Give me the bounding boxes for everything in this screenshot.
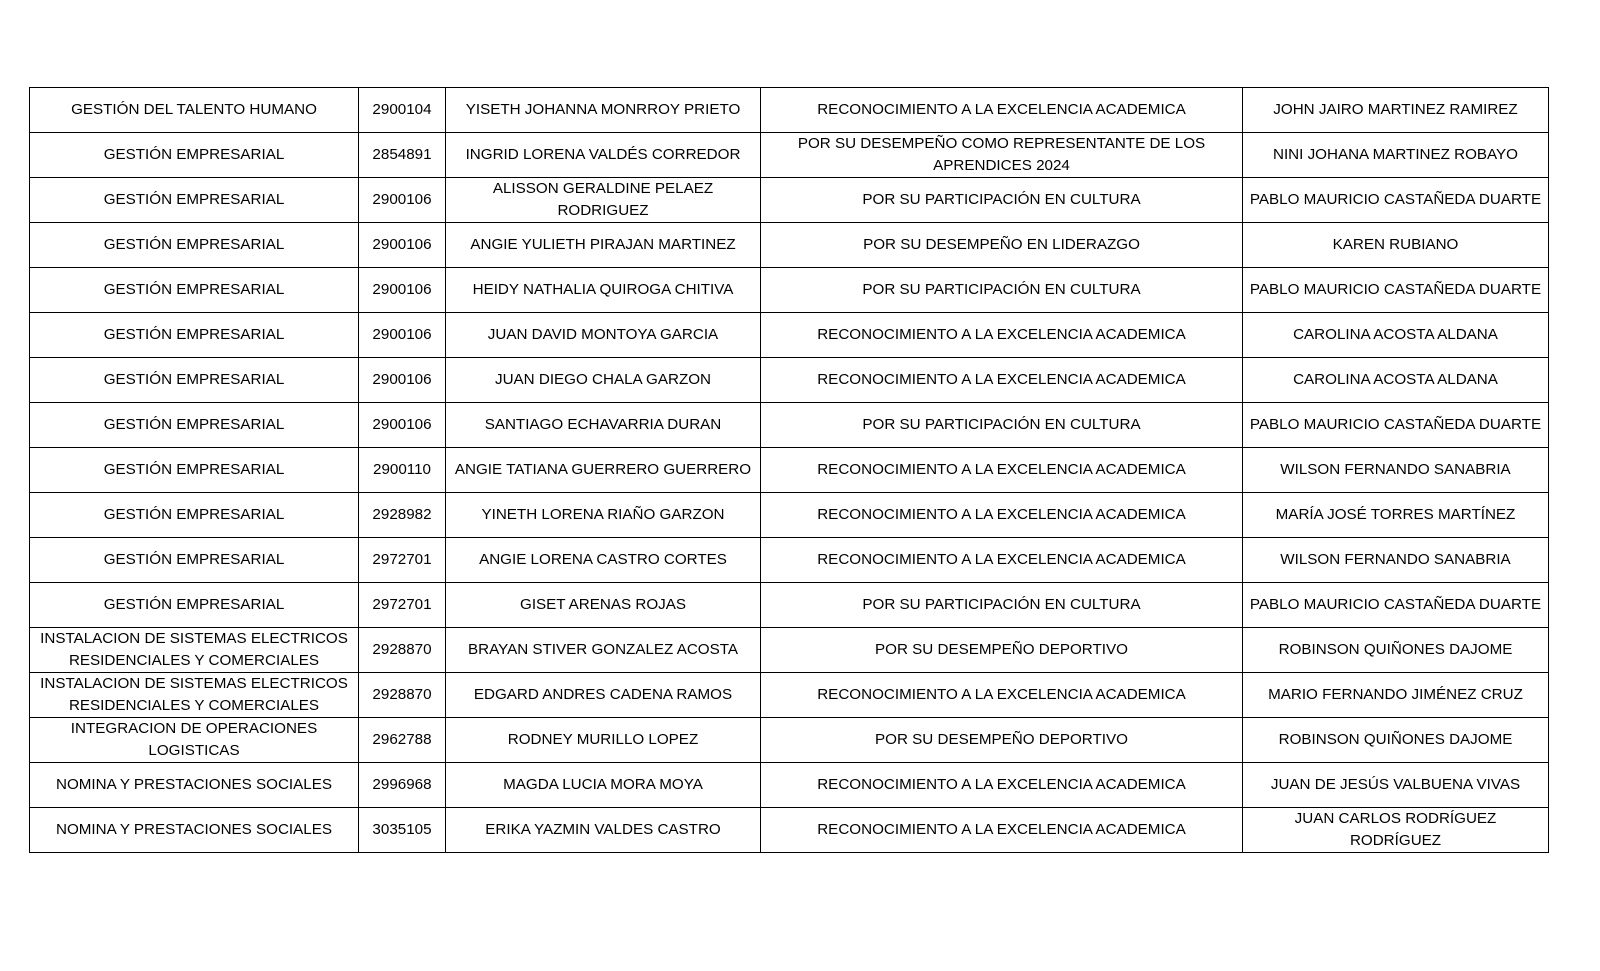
program-cell: GESTIÓN EMPRESARIAL (30, 268, 359, 313)
nominator-cell: JOHN JAIRO MARTINEZ RAMIREZ (1243, 88, 1549, 133)
table-row (30, 628, 1549, 673)
apprentice-name-cell: RODNEY MURILLO LOPEZ (446, 718, 761, 763)
recognition-cell: RECONOCIMIENTO A LA EXCELENCIA ACADEMICA (761, 538, 1243, 583)
nominator-cell: ROBINSON QUIÑONES DAJOME (1243, 718, 1549, 763)
table-row (30, 493, 1549, 538)
nominator-cell: PABLO MAURICIO CASTAÑEDA DUARTE (1243, 403, 1549, 448)
nominator-cell: PABLO MAURICIO CASTAÑEDA DUARTE (1243, 583, 1549, 628)
recognition-cell: RECONOCIMIENTO A LA EXCELENCIA ACADEMICA (761, 493, 1243, 538)
table-body (30, 88, 1549, 853)
nominator-cell: CAROLINA ACOSTA ALDANA (1243, 313, 1549, 358)
nominator-cell: PABLO MAURICIO CASTAÑEDA DUARTE (1243, 268, 1549, 313)
nominator-cell: PABLO MAURICIO CASTAÑEDA DUARTE (1243, 178, 1549, 223)
recognition-cell: RECONOCIMIENTO A LA EXCELENCIA ACADEMICA (761, 313, 1243, 358)
nominator-cell: JUAN CARLOS RODRÍGUEZ RODRÍGUEZ (1243, 808, 1549, 853)
apprentice-name-cell: SANTIAGO ECHAVARRIA DURAN (446, 403, 761, 448)
ficha-cell: 2900106 (359, 268, 446, 313)
apprentice-name-cell: BRAYAN STIVER GONZALEZ ACOSTA (446, 628, 761, 673)
apprentice-name-cell: YISETH JOHANNA MONRROY PRIETO (446, 88, 761, 133)
nominator-cell: JUAN DE JESÚS VALBUENA VIVAS (1243, 763, 1549, 808)
apprentice-name-cell: ALISSON GERALDINE PELAEZ RODRIGUEZ (446, 178, 761, 223)
ficha-cell: 2900106 (359, 223, 446, 268)
recognition-cell: RECONOCIMIENTO A LA EXCELENCIA ACADEMICA (761, 808, 1243, 853)
recognition-cell: RECONOCIMIENTO A LA EXCELENCIA ACADEMICA (761, 88, 1243, 133)
nominator-cell: MARÍA JOSÉ TORRES MARTÍNEZ (1243, 493, 1549, 538)
apprentice-name-cell: ANGIE YULIETH PIRAJAN MARTINEZ (446, 223, 761, 268)
ficha-cell: 2962788 (359, 718, 446, 763)
recognition-cell: POR SU PARTICIPACIÓN EN CULTURA (761, 178, 1243, 223)
nominator-cell: WILSON FERNANDO SANABRIA (1243, 538, 1549, 583)
ficha-cell: 2972701 (359, 583, 446, 628)
table-row (30, 268, 1549, 313)
program-cell: INTEGRACION DE OPERACIONES LOGISTICAS (30, 718, 359, 763)
program-cell: GESTIÓN EMPRESARIAL (30, 133, 359, 178)
table-row (30, 448, 1549, 493)
apprentice-name-cell: MAGDA LUCIA MORA MOYA (446, 763, 761, 808)
nominator-cell: WILSON FERNANDO SANABRIA (1243, 448, 1549, 493)
apprentice-name-cell: ANGIE TATIANA GUERRERO GUERRERO (446, 448, 761, 493)
table-row (30, 583, 1549, 628)
program-cell: NOMINA Y PRESTACIONES SOCIALES (30, 763, 359, 808)
apprentice-name-cell: YINETH LORENA RIAÑO GARZON (446, 493, 761, 538)
recognition-cell: RECONOCIMIENTO A LA EXCELENCIA ACADEMICA (761, 763, 1243, 808)
nominator-cell: CAROLINA ACOSTA ALDANA (1243, 358, 1549, 403)
program-cell: NOMINA Y PRESTACIONES SOCIALES (30, 808, 359, 853)
table-row (30, 313, 1549, 358)
program-cell: GESTIÓN DEL TALENTO HUMANO (30, 88, 359, 133)
program-cell: GESTIÓN EMPRESARIAL (30, 313, 359, 358)
apprentice-name-cell: ERIKA YAZMIN VALDES CASTRO (446, 808, 761, 853)
apprentice-name-cell: EDGARD ANDRES CADENA RAMOS (446, 673, 761, 718)
table-row (30, 358, 1549, 403)
ficha-cell: 2900110 (359, 448, 446, 493)
nominator-cell: KAREN RUBIANO (1243, 223, 1549, 268)
program-cell: GESTIÓN EMPRESARIAL (30, 178, 359, 223)
ficha-cell: 2972701 (359, 538, 446, 583)
table-row (30, 673, 1549, 718)
ficha-cell: 2928982 (359, 493, 446, 538)
table-row (30, 808, 1549, 853)
program-cell: GESTIÓN EMPRESARIAL (30, 583, 359, 628)
nominator-cell: NINI JOHANA MARTINEZ ROBAYO (1243, 133, 1549, 178)
apprentice-name-cell: ANGIE LORENA CASTRO CORTES (446, 538, 761, 583)
apprentice-name-cell: HEIDY NATHALIA QUIROGA CHITIVA (446, 268, 761, 313)
ficha-cell: 2900106 (359, 313, 446, 358)
program-cell: GESTIÓN EMPRESARIAL (30, 538, 359, 583)
recognition-cell: RECONOCIMIENTO A LA EXCELENCIA ACADEMICA (761, 673, 1243, 718)
recognition-cell: POR SU PARTICIPACIÓN EN CULTURA (761, 403, 1243, 448)
table-row (30, 538, 1549, 583)
recognition-cell: POR SU DESEMPEÑO DEPORTIVO (761, 718, 1243, 763)
ficha-cell: 2928870 (359, 628, 446, 673)
table-row (30, 223, 1549, 268)
apprentice-name-cell: JUAN DAVID MONTOYA GARCIA (446, 313, 761, 358)
ficha-cell: 2900104 (359, 88, 446, 133)
nominator-cell: MARIO FERNANDO JIMÉNEZ CRUZ (1243, 673, 1549, 718)
table-row (30, 763, 1549, 808)
ficha-cell: 2900106 (359, 178, 446, 223)
nominator-cell: ROBINSON QUIÑONES DAJOME (1243, 628, 1549, 673)
program-cell: GESTIÓN EMPRESARIAL (30, 448, 359, 493)
table-row (30, 133, 1549, 178)
table-row (30, 403, 1549, 448)
recognition-cell: POR SU DESEMPEÑO COMO REPRESENTANTE DE LOS APRENDICES 2024 (761, 133, 1243, 178)
program-cell: INSTALACION DE SISTEMAS ELECTRICOS RESIDENCIALES Y COMERCIALES (30, 673, 359, 718)
table-row (30, 178, 1549, 223)
program-cell: GESTIÓN EMPRESARIAL (30, 493, 359, 538)
table-row (30, 88, 1549, 133)
ficha-cell: 2900106 (359, 403, 446, 448)
ficha-cell: 2928870 (359, 673, 446, 718)
ficha-cell: 2900106 (359, 358, 446, 403)
apprentice-name-cell: GISET ARENAS ROJAS (446, 583, 761, 628)
recognition-cell: RECONOCIMIENTO A LA EXCELENCIA ACADEMICA (761, 358, 1243, 403)
table-row (30, 718, 1549, 763)
recognition-cell: POR SU PARTICIPACIÓN EN CULTURA (761, 583, 1243, 628)
ficha-cell: 2854891 (359, 133, 446, 178)
program-cell: GESTIÓN EMPRESARIAL (30, 223, 359, 268)
recognition-table (29, 87, 1549, 853)
apprentice-name-cell: JUAN DIEGO CHALA GARZON (446, 358, 761, 403)
program-cell: INSTALACION DE SISTEMAS ELECTRICOS RESIDENCIALES Y COMERCIALES (30, 628, 359, 673)
program-cell: GESTIÓN EMPRESARIAL (30, 403, 359, 448)
recognition-cell: POR SU PARTICIPACIÓN EN CULTURA (761, 268, 1243, 313)
ficha-cell: 3035105 (359, 808, 446, 853)
ficha-cell: 2996968 (359, 763, 446, 808)
apprentice-name-cell: INGRID LORENA VALDÉS CORREDOR (446, 133, 761, 178)
recognition-cell: POR SU DESEMPEÑO DEPORTIVO (761, 628, 1243, 673)
recognition-cell: RECONOCIMIENTO A LA EXCELENCIA ACADEMICA (761, 448, 1243, 493)
program-cell: GESTIÓN EMPRESARIAL (30, 358, 359, 403)
recognition-cell: POR SU DESEMPEÑO EN LIDERAZGO (761, 223, 1243, 268)
